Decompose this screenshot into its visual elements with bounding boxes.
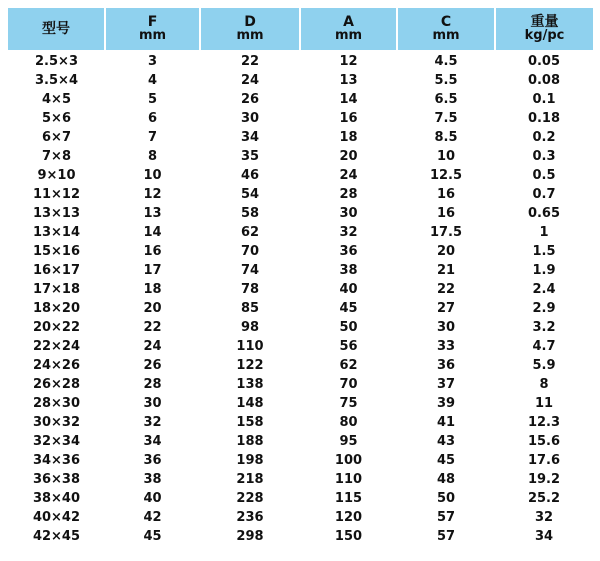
table-cell: 7 bbox=[147, 130, 158, 145]
table-cell: 3.5×4 bbox=[35, 73, 78, 88]
table-cell: 1.9 bbox=[532, 263, 556, 278]
table-cell: 38 bbox=[143, 472, 162, 487]
table-cell: 22 bbox=[240, 54, 260, 69]
table-cell: 2.9 bbox=[532, 301, 556, 316]
table-cell: 2.5×3 bbox=[35, 54, 78, 69]
table-cell: 236 bbox=[236, 510, 264, 525]
column-header-name: C bbox=[440, 14, 452, 30]
table-row bbox=[8, 204, 593, 223]
table-cell: 0.5 bbox=[532, 168, 556, 183]
table-cell: 16 bbox=[436, 206, 456, 221]
table-cell: 148 bbox=[236, 396, 264, 411]
table-cell: 30 bbox=[240, 111, 260, 126]
table-cell: 30 bbox=[436, 320, 456, 335]
table-cell: 218 bbox=[236, 472, 264, 487]
column-header-unit: mm bbox=[334, 28, 363, 43]
table-cell: 12.3 bbox=[527, 415, 561, 430]
table-cell: 0.2 bbox=[532, 130, 556, 145]
table-cell: 0.3 bbox=[532, 149, 556, 164]
table-cell: 7×8 bbox=[42, 149, 71, 164]
table-cell: 32 bbox=[534, 510, 554, 525]
table-cell: 16 bbox=[339, 111, 358, 126]
table-cell: 18 bbox=[143, 282, 162, 297]
table-cell: 5×6 bbox=[42, 111, 71, 126]
table-cell: 38 bbox=[339, 263, 358, 278]
table-row bbox=[8, 223, 593, 242]
table-cell: 3.2 bbox=[532, 320, 556, 335]
table-row bbox=[8, 299, 593, 318]
table-body bbox=[8, 50, 593, 546]
table-cell: 38×40 bbox=[32, 491, 81, 506]
table-row bbox=[8, 261, 593, 280]
table-cell: 24 bbox=[143, 339, 162, 354]
table-cell: 6×7 bbox=[42, 130, 71, 145]
table-cell: 198 bbox=[236, 453, 264, 468]
table-cell: 0.08 bbox=[527, 73, 561, 88]
table-cell: 26 bbox=[143, 358, 162, 373]
table-cell: 32 bbox=[339, 225, 358, 240]
table-cell: 22 bbox=[436, 282, 456, 297]
table-cell: 1.5 bbox=[532, 244, 556, 259]
table-cell: 0.05 bbox=[527, 54, 561, 69]
table-row bbox=[8, 109, 593, 128]
table-cell: 12.5 bbox=[429, 168, 463, 183]
table-row bbox=[8, 394, 593, 413]
table-cell: 115 bbox=[334, 491, 363, 506]
table-cell: 35 bbox=[240, 149, 260, 164]
table-row bbox=[8, 527, 593, 546]
table-row bbox=[8, 242, 593, 261]
table-cell: 28 bbox=[339, 187, 358, 202]
table-cell: 17 bbox=[143, 263, 162, 278]
table-cell: 41 bbox=[436, 415, 456, 430]
column-header bbox=[8, 8, 105, 50]
table-cell: 17×18 bbox=[32, 282, 81, 297]
table-cell: 0.18 bbox=[527, 111, 561, 126]
column-header bbox=[300, 8, 397, 50]
table-cell: 1 bbox=[539, 225, 549, 240]
table-cell: 30 bbox=[339, 206, 358, 221]
table-cell: 26×28 bbox=[32, 377, 81, 392]
table-cell: 0.1 bbox=[532, 92, 556, 107]
table-cell: 62 bbox=[339, 358, 358, 373]
table-cell: 32×34 bbox=[32, 434, 81, 449]
table-cell: 36 bbox=[436, 358, 456, 373]
table-cell: 34 bbox=[143, 434, 162, 449]
table-cell: 14 bbox=[143, 225, 162, 240]
table-cell: 26 bbox=[240, 92, 260, 107]
column-header-name: D bbox=[244, 14, 256, 30]
spec-table bbox=[8, 8, 593, 546]
table-row bbox=[8, 318, 593, 337]
table-cell: 70 bbox=[339, 377, 358, 392]
table-cell: 5 bbox=[147, 92, 158, 107]
table-cell: 15×16 bbox=[32, 244, 81, 259]
table-row bbox=[8, 90, 593, 109]
table-cell: 120 bbox=[334, 510, 363, 525]
table-cell: 4.7 bbox=[532, 339, 556, 354]
column-header bbox=[105, 8, 200, 50]
table-cell: 48 bbox=[436, 472, 456, 487]
table-cell: 58 bbox=[240, 206, 260, 221]
table-row bbox=[8, 147, 593, 166]
table-cell: 75 bbox=[339, 396, 358, 411]
table-header bbox=[8, 8, 593, 50]
column-header-unit: mm bbox=[432, 28, 460, 43]
table-row bbox=[8, 413, 593, 432]
table-cell: 54 bbox=[240, 187, 260, 202]
table-cell: 24 bbox=[339, 168, 358, 183]
table-cell: 43 bbox=[436, 434, 456, 449]
table-cell: 188 bbox=[236, 434, 264, 449]
table-cell: 20 bbox=[143, 301, 162, 316]
table-cell: 298 bbox=[236, 529, 264, 544]
table-cell: 50 bbox=[339, 320, 358, 335]
table-cell: 12 bbox=[339, 54, 358, 69]
column-header-name: A bbox=[343, 14, 354, 30]
table-cell: 4 bbox=[147, 73, 158, 88]
table-cell: 3 bbox=[147, 54, 158, 69]
table-cell: 50 bbox=[436, 491, 456, 506]
column-header bbox=[495, 8, 593, 50]
table-cell: 56 bbox=[339, 339, 358, 354]
table-cell: 13×14 bbox=[32, 225, 81, 240]
table-cell: 158 bbox=[236, 415, 264, 430]
table-cell: 150 bbox=[334, 529, 363, 544]
table-cell: 122 bbox=[236, 358, 264, 373]
table-cell: 36×38 bbox=[32, 472, 81, 487]
table-cell: 100 bbox=[334, 453, 363, 468]
table-cell: 27 bbox=[436, 301, 456, 316]
table-cell: 34 bbox=[534, 529, 554, 544]
table-cell: 98 bbox=[240, 320, 260, 335]
table-cell: 45 bbox=[436, 453, 456, 468]
table-cell: 25.2 bbox=[527, 491, 561, 506]
table-row bbox=[8, 432, 593, 451]
header-row bbox=[8, 8, 593, 50]
table-cell: 45 bbox=[143, 529, 162, 544]
table-row bbox=[8, 451, 593, 470]
column-header-name: 型号 bbox=[42, 21, 70, 37]
table-cell: 18 bbox=[339, 130, 358, 145]
table-cell: 28 bbox=[143, 377, 162, 392]
table-cell: 11 bbox=[534, 396, 554, 411]
table-cell: 110 bbox=[334, 472, 363, 487]
table-cell: 85 bbox=[240, 301, 260, 316]
table-row bbox=[8, 50, 593, 71]
table-row bbox=[8, 508, 593, 527]
column-header bbox=[397, 8, 495, 50]
table-row bbox=[8, 375, 593, 394]
table-cell: 0.7 bbox=[532, 187, 556, 202]
table-cell: 15.6 bbox=[527, 434, 561, 449]
table-cell: 16 bbox=[436, 187, 456, 202]
table-cell: 42 bbox=[143, 510, 162, 525]
table-cell: 24 bbox=[240, 73, 260, 88]
table-cell: 34×36 bbox=[32, 453, 81, 468]
table-cell: 4.5 bbox=[434, 54, 458, 69]
table-cell: 12 bbox=[143, 187, 162, 202]
table-cell: 95 bbox=[339, 434, 358, 449]
table-cell: 70 bbox=[240, 244, 260, 259]
table-cell: 14 bbox=[339, 92, 358, 107]
table-cell: 24×26 bbox=[32, 358, 81, 373]
table-cell: 17.5 bbox=[429, 225, 463, 240]
table-cell: 2.4 bbox=[532, 282, 556, 297]
column-header bbox=[200, 8, 300, 50]
column-header-unit: mm bbox=[138, 28, 167, 43]
table-row bbox=[8, 128, 593, 147]
table-cell: 40×42 bbox=[32, 510, 81, 525]
table-cell: 11×12 bbox=[32, 187, 81, 202]
table-cell: 8 bbox=[539, 377, 549, 392]
table-cell: 10 bbox=[143, 168, 162, 183]
table-cell: 22 bbox=[143, 320, 162, 335]
table-cell: 8.5 bbox=[434, 130, 458, 145]
table-cell: 6 bbox=[147, 111, 158, 126]
table-cell: 5.5 bbox=[434, 73, 458, 88]
table-cell: 7.5 bbox=[434, 111, 458, 126]
table-cell: 228 bbox=[236, 491, 264, 506]
column-header-unit: kg/pc bbox=[524, 28, 565, 43]
table-cell: 36 bbox=[143, 453, 162, 468]
table-cell: 78 bbox=[240, 282, 260, 297]
column-header-unit: mm bbox=[236, 28, 264, 43]
table-row bbox=[8, 337, 593, 356]
table-cell: 21 bbox=[436, 263, 456, 278]
table-cell: 74 bbox=[240, 263, 260, 278]
table-cell: 30 bbox=[143, 396, 162, 411]
table-cell: 16×17 bbox=[32, 263, 81, 278]
table-cell: 57 bbox=[436, 529, 456, 544]
table-row bbox=[8, 280, 593, 299]
table-cell: 6.5 bbox=[434, 92, 458, 107]
column-header-name: F bbox=[147, 14, 158, 30]
table-cell: 19.2 bbox=[527, 472, 561, 487]
table-row bbox=[8, 489, 593, 508]
table-cell: 28×30 bbox=[32, 396, 81, 411]
table-cell: 17.6 bbox=[527, 453, 561, 468]
table-cell: 5.9 bbox=[532, 358, 556, 373]
table-cell: 4×5 bbox=[42, 92, 71, 107]
table-cell: 9×10 bbox=[37, 168, 76, 183]
table-cell: 46 bbox=[240, 168, 260, 183]
table-cell: 62 bbox=[240, 225, 260, 240]
table-row bbox=[8, 166, 593, 185]
table-cell: 20 bbox=[339, 149, 358, 164]
table-cell: 34 bbox=[240, 130, 260, 145]
table-cell: 110 bbox=[236, 339, 264, 354]
table-cell: 13 bbox=[143, 206, 162, 221]
table-cell: 80 bbox=[339, 415, 358, 430]
table-cell: 20 bbox=[436, 244, 456, 259]
table-cell: 16 bbox=[143, 244, 162, 259]
table-row bbox=[8, 71, 593, 90]
table-row bbox=[8, 356, 593, 375]
table-cell: 10 bbox=[436, 149, 456, 164]
table-cell: 0.65 bbox=[527, 206, 561, 221]
table-cell: 40 bbox=[339, 282, 358, 297]
table-cell: 138 bbox=[236, 377, 264, 392]
table-cell: 22×24 bbox=[32, 339, 81, 354]
table-row bbox=[8, 185, 593, 204]
table-cell: 40 bbox=[143, 491, 162, 506]
table-row bbox=[8, 470, 593, 489]
table-cell: 36 bbox=[339, 244, 358, 259]
table-cell: 8 bbox=[147, 149, 158, 164]
table-cell: 30×32 bbox=[32, 415, 81, 430]
table-cell: 39 bbox=[436, 396, 456, 411]
table-cell: 13×13 bbox=[32, 206, 81, 221]
table-cell: 18×20 bbox=[32, 301, 81, 316]
table-cell: 33 bbox=[436, 339, 456, 354]
table-cell: 57 bbox=[436, 510, 456, 525]
table-cell: 42×45 bbox=[32, 529, 81, 544]
table-cell: 45 bbox=[339, 301, 358, 316]
table-cell: 13 bbox=[339, 73, 358, 88]
table-cell: 32 bbox=[143, 415, 162, 430]
column-header-name: 重量 bbox=[530, 14, 559, 30]
table-cell: 20×22 bbox=[32, 320, 81, 335]
table-cell: 37 bbox=[436, 377, 456, 392]
